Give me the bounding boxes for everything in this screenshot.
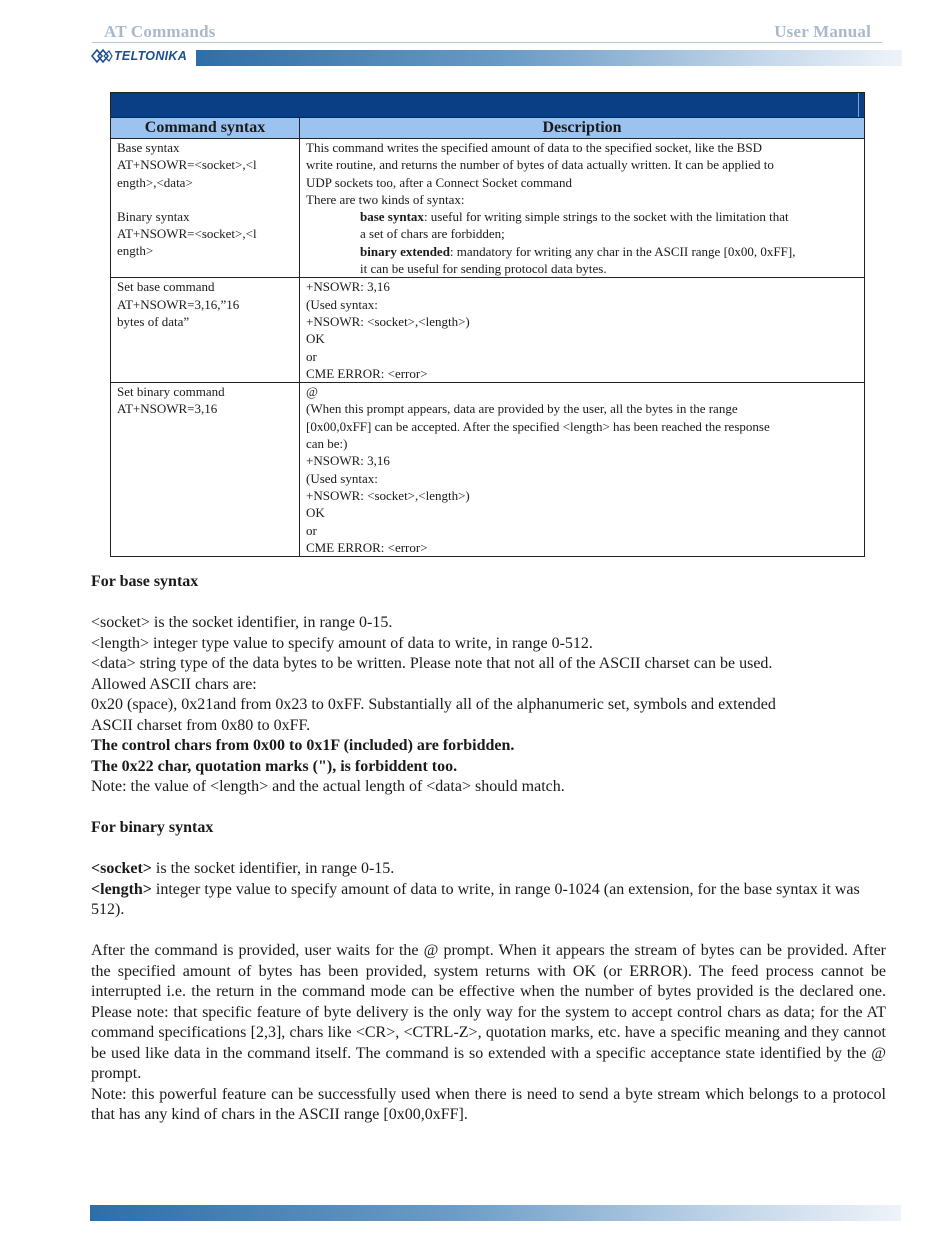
forbidden-control-chars: The control chars from 0x00 to 0x1F (included) are forbidden. — [91, 737, 515, 754]
syntax-kind-item — [306, 243, 858, 260]
description-line: There are two kinds of syntax: — [306, 191, 465, 207]
description-line: +NSOWR: 3,16 — [306, 453, 390, 469]
header-doc-title: AT Commands — [104, 22, 216, 41]
command-table — [110, 92, 865, 557]
binary-note: Note: this powerful feature can be successfully used when there is need to send a byte stream which belongs to a protocol that has any kind of chars in the ASCII range [0x00,0xFF]. — [91, 1085, 886, 1123]
syntax-line: Base syntax — [117, 140, 180, 155]
description-cell — [300, 383, 865, 557]
description-line: [0x00,0xFF] can be accepted. After the specified <length> has been reached the response — [306, 418, 770, 434]
description-line: +NSOWR: <socket>,<length>) — [306, 313, 470, 329]
description-line: This command writes the specified amount of data to the specified socket, like the BSD — [306, 140, 762, 155]
syntax-line: AT+NSOWR=3,16 — [117, 401, 218, 417]
table-row — [111, 383, 865, 557]
column-header-description: Description — [300, 118, 865, 139]
base-note: Note: the value of <length> and the actual length of <data> should match. — [91, 778, 565, 795]
description-line: write routine, and returns the number of bytes of data actually written. It can be applied to — [306, 157, 774, 173]
syntax-kind-term: base syntax — [360, 209, 424, 225]
syntax-line: Binary syntax — [117, 208, 190, 224]
syntax-line: ength>,<data> — [117, 174, 193, 190]
description-line: @ — [306, 384, 318, 400]
syntax-line: bytes of data” — [117, 313, 190, 329]
length-param: <length> integer type value to specify amount of data to write, in range 0-512. — [91, 634, 593, 652]
description-line: UDP sockets too, after a Connect Socket command — [306, 174, 572, 190]
table-row — [111, 278, 865, 383]
description-line: OK — [306, 331, 325, 347]
syntax-kind-text: it can be useful for sending protocol data bytes. — [360, 261, 607, 277]
header-manual-label: User Manual — [774, 22, 871, 41]
syntax-line: AT+NSOWR=<socket>,<l — [117, 157, 257, 173]
syntax-cell — [111, 383, 300, 557]
syntax-line: Set binary command — [117, 384, 225, 400]
header-gradient-bar — [196, 50, 902, 66]
binary-syntax-heading: For binary syntax — [91, 819, 214, 836]
description-line: +NSOWR: 3,16 — [306, 279, 390, 295]
allowed-chars-label: Allowed ASCII chars are: — [91, 675, 257, 693]
allowed-chars-line: ASCII charset from 0x80 to 0xFF. — [91, 716, 311, 734]
syntax-line: AT+NSOWR=3,16,”16 — [117, 296, 240, 312]
description-line: can be:) — [306, 436, 348, 452]
table-row — [111, 139, 865, 278]
syntax-cell — [111, 278, 300, 383]
description-line: (Used syntax: — [306, 296, 378, 312]
socket-param: <socket> is the socket identifier, in range 0-15. — [91, 614, 393, 631]
data-param: <data> string type of the data bytes to be written. Please note that not all of the ASCII charset can be used. — [91, 655, 773, 672]
syntax-kind-item — [306, 208, 858, 225]
syntax-line: ength> — [117, 243, 154, 259]
table-header-row — [111, 118, 865, 139]
table-title-row — [111, 93, 865, 118]
description-line: (When this prompt appears, data are provided by the user, all the bytes in the range — [306, 401, 738, 417]
description-cell — [300, 139, 865, 278]
syntax-cell — [111, 139, 300, 278]
description-line: or — [306, 348, 317, 364]
header-rule — [92, 42, 882, 43]
syntax-kind-text: : mandatory for writing any char in the ASCII range [0x00, 0xFF], — [449, 243, 796, 259]
description-cell — [300, 278, 865, 383]
description-line: (Used syntax: — [306, 470, 378, 486]
binary-description-paragraph: After the command is provided, user waits for the @ prompt. When it appears the stream of bytes can be provided. After the specified amount of bytes has been provided, system returns with OK (or ERROR). The feed process cannot be interrupted i.e. the return in the command mode can be effective when the number of bytes provided is the declared one. Please note: that specific feature of byte delivery is the only way for the system to accept control chars as data; for the AT command specifications [2,3], chars like <CR>, <CTRL-Z>, quotation marks, etc. have a specific meaning and they cannot be used like data in the command itself. The command is so extended with a specific acceptance state identified by the @ prompt. — [91, 942, 886, 1082]
description-line: OK — [306, 505, 325, 521]
description-line: CME ERROR: <error> — [306, 365, 428, 381]
description-line: or — [306, 522, 317, 538]
description-line: CME ERROR: <error> — [306, 539, 428, 555]
syntax-line: AT+NSOWR=<socket>,<l — [117, 226, 257, 242]
teltonika-logo — [91, 47, 187, 65]
column-header-syntax: Command syntax — [111, 118, 300, 139]
syntax-kind-term: binary extended — [360, 243, 450, 259]
forbidden-quote-char: The 0x22 char, quotation marks ("), is forbiddent too. — [91, 757, 458, 775]
footer-gradient-bar — [90, 1205, 901, 1221]
description-line: +NSOWR: <socket>,<length>) — [306, 487, 470, 503]
binary-socket-param: <socket> is the socket identifier, in range 0-15. — [91, 860, 395, 877]
syntax-line: Set base command — [117, 279, 215, 295]
base-syntax-heading: For base syntax — [91, 573, 199, 590]
syntax-kind-text: a set of chars are forbidden; — [360, 226, 505, 242]
binary-length-param: <length> integer type value to specify amount of data to write, in range 0-1024 (an extension, for the base syntax it was 512). — [91, 880, 860, 918]
logo-text: TELTONIKA — [114, 49, 188, 63]
syntax-kind-text: : useful for writing simple strings to the socket with the limitation that — [423, 209, 789, 225]
logo-mark-icon — [91, 48, 113, 64]
allowed-chars-line: 0x20 (space), 0x21and from 0x23 to 0xFF. Substantially all of the alphanumeric set, symbols and extended — [91, 696, 776, 713]
body-text — [91, 572, 886, 1126]
